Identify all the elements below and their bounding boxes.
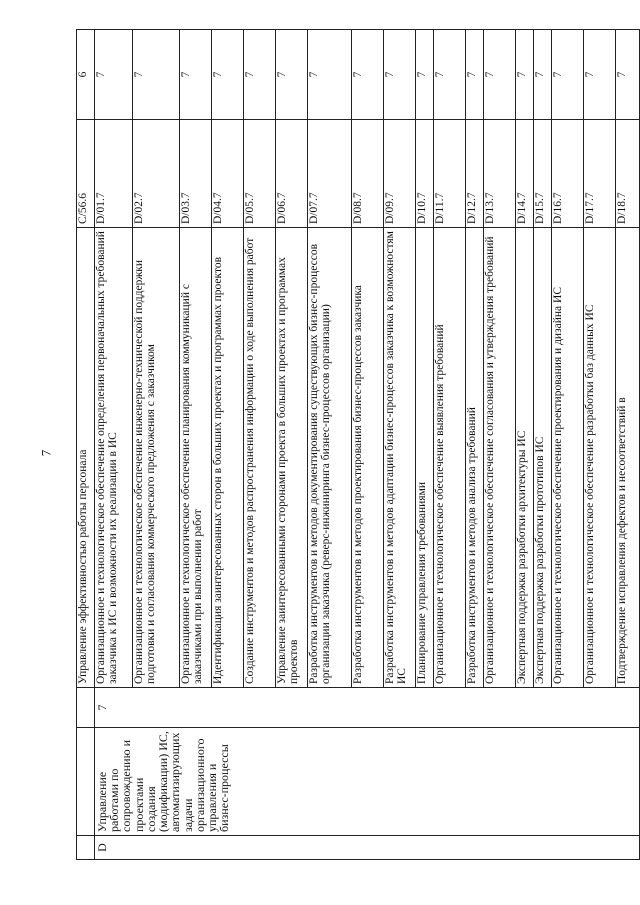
labor-function-cell: Подтверждение исправления дефектов и несоответствий в	[616, 228, 640, 688]
group-level-cell: 7	[95, 688, 640, 728]
function-code-cell: C/56.6	[77, 120, 95, 228]
labor-function-cell: Организационное и технологическое обеспечение разработки баз данных ИС	[584, 228, 616, 688]
labor-functions-table	[76, 29, 640, 860]
function-code-cell: D/09.7	[384, 120, 416, 228]
qualification-level-cell: 7	[308, 30, 352, 120]
function-code-cell: D/05.7	[244, 120, 276, 228]
function-code-cell: D/02.7	[133, 120, 180, 228]
function-code-cell: D/12.7	[466, 120, 484, 228]
table-row	[95, 30, 133, 860]
registry-table-wrapper	[76, 30, 628, 860]
function-code-cell: D/13.7	[484, 120, 516, 228]
page-number: 7	[38, 449, 54, 457]
qualification-level-cell: 7	[516, 30, 534, 120]
qualification-level-cell: 7	[584, 30, 616, 120]
function-code-cell: D/17.7	[584, 120, 616, 228]
qualification-level-cell: 7	[484, 30, 516, 120]
function-code-cell: D/07.7	[308, 120, 352, 228]
qualification-level-cell: 7	[616, 30, 640, 120]
qualification-level-cell: 7	[466, 30, 484, 120]
empty-cell	[77, 728, 95, 836]
labor-function-cell: Разработка инструментов и методов адаптации бизнес-процессов заказчика к возможностям ИС	[384, 228, 416, 688]
qualification-level-cell: 6	[77, 30, 95, 120]
qualification-level-cell: 7	[180, 30, 212, 120]
function-code-cell: D/01.7	[95, 120, 133, 228]
function-code-cell: D/06.7	[276, 120, 308, 228]
labor-function-cell: Организационное и технологическое обеспечение согласования и утверждения требований	[484, 228, 516, 688]
empty-cell	[77, 836, 95, 860]
function-code-cell: D/11.7	[434, 120, 466, 228]
generalized-function-name-cell: Управление работами по сопровождению и проектами создания (модификации) ИС, автоматизирующих задачи организационного управления и бизнес-процессы	[95, 728, 640, 836]
table-row	[77, 30, 95, 860]
labor-function-cell: Разработка инструментов и методов документирования существующих бизнес-процессов организации заказчика (реверс-инжиниринга бизнес-процессов организации)	[308, 228, 352, 688]
function-code-cell: D/08.7	[352, 120, 384, 228]
rotated-page-area	[76, 30, 628, 860]
labor-function-cell: Организационное и технологическое обеспечение планирования коммуникаций с заказчиками при выполнении работ	[180, 228, 212, 688]
empty-cell	[77, 688, 95, 728]
labor-function-cell: Управление заинтересованными сторонами проекта в больших проектах и программах проектов	[276, 228, 308, 688]
qualification-level-cell: 7	[276, 30, 308, 120]
labor-function-cell: Планирование управления требованиями	[416, 228, 434, 688]
table-body	[77, 30, 640, 860]
labor-function-cell: Разработка инструментов и методов анализа требований	[466, 228, 484, 688]
function-code-cell: D/16.7	[552, 120, 584, 228]
labor-function-cell: Экспертная поддержка разработки архитектуры ИС	[516, 228, 534, 688]
qualification-level-cell: 7	[534, 30, 552, 120]
qualification-level-cell: 7	[95, 30, 133, 120]
qualification-level-cell: 7	[244, 30, 276, 120]
qualification-level-cell: 7	[552, 30, 584, 120]
labor-function-cell: Организационное и технологическое обеспечение проектирования и дизайна ИС	[552, 228, 584, 688]
qualification-level-cell: 7	[212, 30, 244, 120]
labor-function-cell: Организационное и технологическое обеспечение выявления требований	[434, 228, 466, 688]
qualification-level-cell: 7	[133, 30, 180, 120]
function-code-cell: D/15.7	[534, 120, 552, 228]
group-letter-cell: D	[95, 836, 640, 860]
qualification-level-cell: 7	[416, 30, 434, 120]
labor-function-cell: Разработка инструментов и методов проектирования бизнес-процессов заказчика	[352, 228, 384, 688]
labor-function-cell: Управление эффективностью работы персонала	[77, 228, 95, 688]
labor-function-cell: Экспертная поддержка разработки прототипов ИС	[534, 228, 552, 688]
function-code-cell: D/03.7	[180, 120, 212, 228]
qualification-level-cell: 7	[352, 30, 384, 120]
function-code-cell: D/18.7	[616, 120, 640, 228]
function-code-cell: D/14.7	[516, 120, 534, 228]
qualification-level-cell: 7	[384, 30, 416, 120]
labor-function-cell: Организационное и технологическое обеспечение инженерно-технической поддержки подготовки и согласования коммерческого предложения с заказчиком	[133, 228, 180, 688]
labor-function-cell: Идентификация заинтересованных сторон в больших проектах и программах проектов	[212, 228, 244, 688]
function-code-cell: D/10.7	[416, 120, 434, 228]
labor-function-cell: Создание инструментов и методов распространения информации о ходе выполнения работ	[244, 228, 276, 688]
function-code-cell: D/04.7	[212, 120, 244, 228]
qualification-level-cell: 7	[434, 30, 466, 120]
labor-function-cell: Организационное и технологическое обеспечение определения первоначальных требований заказчика к ИС и возможности их реализации в ИС	[95, 228, 133, 688]
